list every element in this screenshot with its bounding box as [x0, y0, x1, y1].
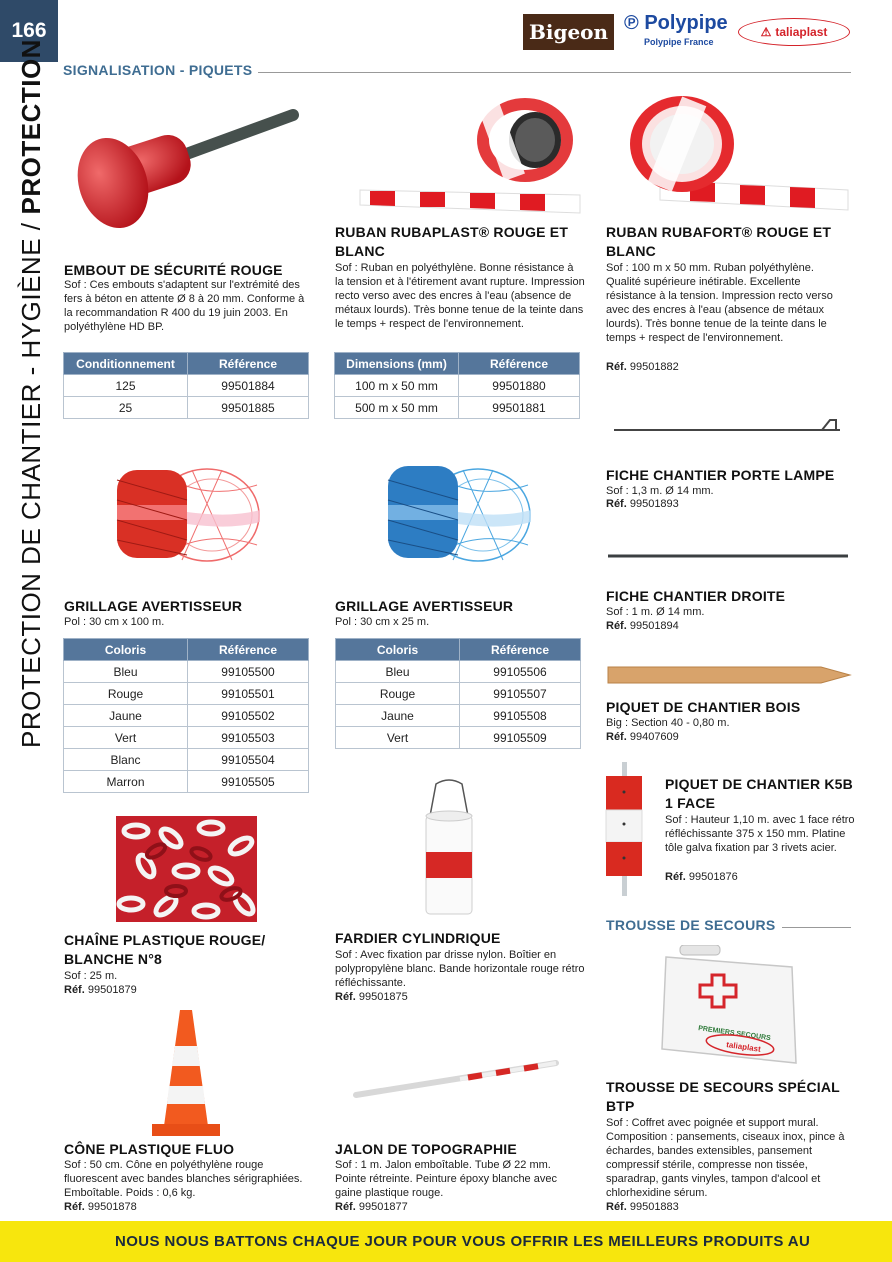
table-cell: 99501881 [459, 397, 580, 419]
rubafort-title: RUBAN RUBAFORT® ROUGE ET BLANC [606, 224, 832, 259]
table-row [336, 705, 581, 727]
embout-desc: Sof : Ces embouts s'adaptent sur l'extrémité des fers à béton en attente Ø 8 à 20 mm. Conforme à la recommandation R 400 du 19 juin 2003. En polyéthylène HD BP. [64, 279, 305, 333]
section-heading-trousse [606, 917, 851, 933]
table-cell: Marron [64, 771, 188, 793]
chaine-title: CHAÎNE PLASTIQUE ROUGE/ BLANCHE N°8 [64, 932, 266, 967]
table-cell: Blanc [64, 749, 188, 771]
table-row [64, 771, 309, 793]
polypipe-logo [624, 12, 734, 52]
ref-label: Réf. [335, 1201, 356, 1213]
piquet-k5b-ref [665, 870, 738, 884]
table-cell: Bleu [64, 661, 188, 683]
table-cell: Vert [64, 727, 188, 749]
table-cell: 25 [64, 397, 188, 419]
jalon-title: JALON DE TOPOGRAPHIE [335, 1141, 517, 1157]
cone-title: CÔNE PLASTIQUE FLUO [64, 1141, 235, 1157]
divider [258, 72, 851, 73]
grillage1-desc: Pol : 30 cm x 100 m. [64, 616, 165, 628]
table-cell: 99105508 [460, 705, 581, 727]
piquet-bois-ref [606, 730, 679, 744]
ref-value: 99501876 [688, 871, 738, 883]
piquet-bois-desc: Big : Section 40 - 0,80 m. [606, 717, 730, 729]
embout-title: EMBOUT DE SÉCURITÉ ROUGE [64, 262, 283, 278]
fiche-lampe-image [612, 415, 844, 435]
polypipe-icon: ℗ [624, 12, 639, 34]
cone-image [150, 1008, 222, 1138]
table-cell: 500 m x 50 mm [335, 397, 459, 419]
table-cell: 99105500 [188, 661, 309, 683]
section-heading-signalisation [63, 62, 851, 78]
table-cell: 125 [64, 375, 188, 397]
ref-label: Réf. [606, 498, 627, 510]
rubaplast-title: RUBAN RUBAPLAST® ROUGE ET BLANC [335, 224, 569, 259]
taliaplast-icon: ⚠ [760, 25, 772, 39]
table-row [335, 397, 580, 419]
ref-label: Réf. [606, 620, 627, 632]
table-cell: Rouge [336, 683, 460, 705]
ref-value: 99501883 [629, 1201, 679, 1213]
table-row [336, 727, 581, 749]
table-cell: 99105504 [188, 749, 309, 771]
trousse-desc: Sof : Coffret avec poignée et support mural. Composition : pansements, ciseaux inox, pince à échardes, bandes extensibles, pansement compressif stérile, compresse non tissée, sparadrap, gants vinyles, tampon d'alcool et chlorhexidine sérum. [606, 1117, 845, 1199]
cone-ref [64, 1200, 137, 1214]
piquet-k5b-image [600, 762, 648, 896]
fardier-desc: Sof : Avec fixation par drisse nylon. Boîtier en polypropylène blanc. Bande horizontale rouge rétro réfléchissante. [335, 949, 585, 989]
side-title-light: PROTECTION DE CHANTIER - HYGIÈNE / [15, 222, 46, 748]
rubaplast-image [350, 95, 585, 215]
grillage2-title: GRILLAGE AVERTISSEUR [335, 598, 514, 614]
bigeon-logo: Bigeon [523, 14, 614, 50]
polypipe-sub: Polypipe France [644, 37, 714, 47]
fiche-lampe-title: FICHE CHANTIER PORTE LAMPE [606, 467, 835, 483]
fardier-title: FARDIER CYLINDRIQUE [335, 930, 501, 946]
ref-value: 99501875 [358, 991, 408, 1003]
table-cell: Jaune [336, 705, 460, 727]
fardier-ref [335, 990, 408, 1004]
embout-image [75, 105, 300, 235]
table-header-cell: Dimensions (mm) [335, 353, 459, 375]
ref-label: Réf. [64, 1201, 85, 1213]
table-row [64, 705, 309, 727]
grillage1-table [63, 638, 309, 793]
rubafort-desc: Sof : 100 m x 50 mm. Ruban polyéthylène. Qualité supérieure inétirable. Excellente résistance à la tension. Impression recto verso avec des encres à l'eau (absence de métaux lourds). Très bonne tenue de la teinte dans le temps + respect de l'environnement. [606, 262, 833, 344]
table-row [64, 397, 309, 419]
jalon-ref [335, 1200, 408, 1214]
table-cell: 99105503 [188, 727, 309, 749]
table-cell: Rouge [64, 683, 188, 705]
trousse-image [660, 945, 800, 1070]
ref-label: Réf. [665, 871, 686, 883]
divider [782, 927, 851, 928]
trousse-title: TROUSSE DE SECOURS SPÉCIAL BTP [606, 1079, 840, 1114]
table-header-cell: Référence [460, 639, 581, 661]
table-row [64, 727, 309, 749]
chaine-ref [64, 983, 137, 997]
table-cell: 99105506 [460, 661, 581, 683]
cone-desc: Sof : 50 cm. Cône en polyéthylène rouge fluorescent avec bandes blanches sérigraphiées. Emboîtable. Poids : 0,6 kg. [64, 1159, 303, 1199]
fiche-lampe-ref [606, 497, 679, 511]
grillage-red-image [112, 460, 262, 565]
table-cell: 99105509 [460, 727, 581, 749]
piquet-k5b-desc: Sof : Hauteur 1,10 m. avec 1 face rétro réfléchissante 375 x 150 mm. Platine tôle galva fixation par 3 rivets acier. [665, 814, 855, 854]
table-cell: Jaune [64, 705, 188, 727]
jalon-desc: Sof : 1 m. Jalon emboîtable. Tube Ø 22 mm. Pointe rétreinte. Peinture époxy blanche avec gaine plastique rouge. [335, 1159, 557, 1199]
rubaplast-table [334, 352, 580, 419]
table-row [335, 375, 580, 397]
fiche-droite-ref [606, 619, 679, 633]
trousse-box-sub: taliaplast [725, 1040, 762, 1054]
table-header-cell: Conditionnement [64, 353, 188, 375]
ref-label: Réf. [64, 984, 85, 996]
ref-value: 99501893 [629, 498, 679, 510]
ref-label: Réf. [606, 1201, 627, 1213]
table-row [64, 683, 309, 705]
grillage2-desc: Pol : 30 cm x 25 m. [335, 616, 430, 628]
table-cell: 99105507 [460, 683, 581, 705]
piquet-bois-title: PIQUET DE CHANTIER BOIS [606, 699, 801, 715]
grillage-blue-image [383, 460, 533, 565]
table-cell: 99501884 [188, 375, 309, 397]
section-heading-label: TROUSSE DE SECOURS [606, 917, 776, 933]
ref-label: Réf. [606, 731, 627, 743]
rubafort-ref [606, 360, 679, 374]
table-header-row [335, 353, 580, 375]
trousse-ref [606, 1200, 679, 1214]
grillage1-title: GRILLAGE AVERTISSEUR [64, 598, 243, 614]
table-header-cell: Référence [188, 639, 309, 661]
trousse-box-text: PREMIERS SECOURS [697, 1025, 772, 1043]
side-title-bold: PROTECTION [15, 39, 46, 215]
taliaplast-logo [738, 18, 850, 46]
piquet-bois-image [606, 664, 852, 686]
grillage2-table [335, 638, 581, 749]
table-header-cell: Coloris [64, 639, 188, 661]
table-cell: Bleu [336, 661, 460, 683]
embout-table [63, 352, 309, 419]
jalon-image [350, 1055, 562, 1100]
fiche-droite-image [606, 550, 850, 562]
ref-value: 99407609 [629, 731, 679, 743]
table-cell: 99105501 [188, 683, 309, 705]
footer-banner: NOUS NOUS BATTONS CHAQUE JOUR POUR VOUS OFFRIR LES MEILLEURS PRODUITS AU [0, 1221, 892, 1262]
table-header-cell: Référence [188, 353, 309, 375]
ref-value: 99501894 [629, 620, 679, 632]
fiche-droite-title: FICHE CHANTIER DROITE [606, 588, 786, 604]
ref-value: 99501877 [358, 1201, 408, 1213]
table-row [336, 683, 581, 705]
ref-label: Réf. [335, 991, 356, 1003]
ref-label: Réf. [606, 361, 627, 373]
table-row [64, 661, 309, 683]
section-heading-label: SIGNALISATION - PIQUETS [63, 62, 253, 78]
table-cell: 100 m x 50 mm [335, 375, 459, 397]
side-title [6, 39, 56, 748]
fiche-lampe-desc: Sof : 1,3 m. Ø 14 mm. [606, 485, 714, 497]
table-cell: 99501880 [459, 375, 580, 397]
ref-value: 99501882 [629, 361, 679, 373]
table-row [336, 661, 581, 683]
table-header-cell: Référence [459, 353, 580, 375]
table-row [64, 375, 309, 397]
table-header-cell: Coloris [336, 639, 460, 661]
fiche-droite-desc: Sof : 1 m. Ø 14 mm. [606, 606, 705, 618]
table-header-row [64, 353, 309, 375]
polypipe-name: Polypipe [644, 12, 728, 34]
chaine-image [116, 816, 257, 922]
fardier-image [418, 778, 480, 918]
taliaplast-name: taliaplast [775, 25, 828, 39]
table-row [64, 749, 309, 771]
table-header-row [64, 639, 309, 661]
ref-value: 99501878 [87, 1201, 137, 1213]
page-number: 166 [0, 0, 58, 62]
table-cell: 99105502 [188, 705, 309, 727]
chaine-desc: Sof : 25 m. [64, 970, 118, 982]
rubaplast-desc: Sof : Ruban en polyéthylène. Bonne résistance à la tension et à l'étirement avant rupture. Impression recto verso avec des encres à l'eau (absence de métaux lourds). Très bonne tenue de la teinte dans le temps + respect de l'environnement. [335, 262, 585, 330]
table-cell: 99105505 [188, 771, 309, 793]
piquet-k5b-title: PIQUET DE CHANTIER K5B 1 FACE [665, 776, 853, 811]
ref-value: 99501879 [87, 984, 137, 996]
table-cell: 99501885 [188, 397, 309, 419]
table-header-row [336, 639, 581, 661]
table-cell: Vert [336, 727, 460, 749]
rubafort-image [620, 92, 850, 214]
